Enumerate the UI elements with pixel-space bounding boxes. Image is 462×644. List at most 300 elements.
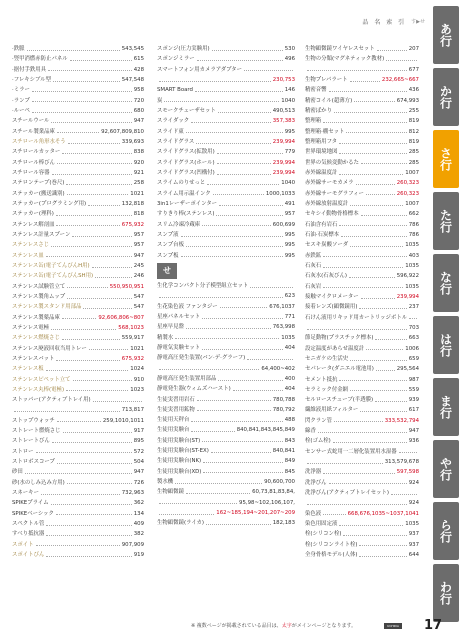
entry-name: ステンレスピペット立て: [12, 376, 71, 383]
entry-name: 静電高圧発生装置(バン·デ·グラーフ): [157, 355, 246, 362]
entry-page: 924: [408, 479, 419, 486]
dot-leader: [67, 483, 132, 484]
index-entry[interactable]: [12, 178, 144, 188]
dot-leader: [195, 91, 283, 92]
index-entry[interactable]: [12, 54, 144, 64]
entry-page: 924: [408, 500, 419, 507]
dot-leader: [350, 390, 407, 391]
index-entry[interactable]: [157, 312, 295, 322]
dot-leader: [202, 349, 283, 350]
dot-leader: [233, 390, 283, 391]
index-entry[interactable]: [157, 65, 295, 75]
entry-page: 1035: [405, 283, 419, 290]
dot-leader: [329, 91, 407, 92]
index-entry[interactable]: [12, 550, 144, 560]
index-entry[interactable]: [12, 209, 144, 219]
index-entry[interactable]: [12, 375, 144, 385]
entry-page: 937: [408, 541, 419, 548]
entry-page: 285: [408, 149, 419, 156]
index-header: [283, 8, 425, 34]
tab-2[interactable]: さ行: [433, 130, 459, 188]
entry-page: 840,841: [272, 448, 295, 455]
entry-name: スポンジ(圧力実験用): [157, 46, 210, 52]
dot-leader: [339, 174, 403, 175]
index-entry[interactable]: [12, 96, 144, 106]
entry-page: 313,579,678: [384, 459, 419, 466]
index-entry[interactable]: [12, 75, 144, 85]
index-entry[interactable]: [305, 251, 419, 261]
dot-leader: [318, 432, 407, 433]
entry-name: スペクトル管: [12, 521, 45, 528]
entry-page: 644: [408, 552, 419, 559]
entry-page: 662: [408, 211, 419, 218]
entry-page: 490,513: [272, 107, 295, 114]
entry-page: 258: [133, 180, 144, 187]
dot-leader: [89, 349, 128, 350]
entry-page: 260,323: [396, 190, 419, 197]
dot-leader: [72, 236, 131, 237]
entry-name: SPIKEベーシック: [12, 510, 54, 517]
entry-page: 957: [133, 231, 144, 238]
index-entry[interactable]: [157, 518, 295, 528]
tab-7[interactable]: や行: [433, 440, 459, 498]
index-entry[interactable]: [157, 425, 295, 435]
index-entry[interactable]: [305, 395, 419, 405]
index-entry[interactable]: [157, 96, 295, 106]
index-entry[interactable]: [305, 354, 419, 364]
index-entry[interactable]: [157, 85, 295, 95]
index-entry[interactable]: [305, 478, 419, 488]
index-entry[interactable]: [157, 189, 295, 199]
dot-leader: [217, 153, 283, 154]
entry-name: 炭: [157, 97, 163, 104]
index-entry[interactable]: [305, 96, 419, 106]
index-entry[interactable]: [305, 405, 419, 415]
index-entry[interactable]: [305, 529, 419, 539]
entry-name: 生化学コンパクト分子模型組立セット: [157, 282, 249, 289]
index-entry[interactable]: [305, 116, 419, 126]
dot-leader: [32, 101, 132, 102]
index-entry[interactable]: [305, 261, 419, 271]
index-entry[interactable]: [157, 106, 295, 116]
index-entry[interactable]: [305, 457, 419, 467]
index-entry[interactable]: [157, 322, 295, 332]
section-heading: [157, 261, 295, 281]
tab-6[interactable]: ま行: [433, 378, 459, 436]
index-entry[interactable]: [12, 364, 144, 374]
index-entry[interactable]: [305, 85, 419, 95]
index-entry[interactable]: [12, 302, 144, 312]
index-entry[interactable]: [157, 54, 295, 64]
index-entry[interactable]: [157, 343, 295, 353]
index-entry[interactable]: [157, 333, 295, 343]
index-entry[interactable]: [12, 395, 144, 405]
entry-name: ·据付手鉄用具: [12, 66, 47, 73]
index-entry[interactable]: [305, 436, 419, 446]
entry-page: 907,909: [121, 541, 144, 548]
index-entry[interactable]: [305, 75, 419, 85]
index-entry[interactable]: [157, 415, 295, 425]
index-entry[interactable]: [12, 498, 144, 508]
entry-page: 597,598: [396, 469, 419, 476]
entry-page: 818: [133, 211, 144, 218]
dot-leader: [57, 163, 132, 164]
index-entry[interactable]: [157, 209, 295, 219]
entry-name: 整理箱用フタ: [305, 138, 337, 145]
index-entry[interactable]: [305, 220, 419, 230]
entry-name: 静電気実験セット: [157, 344, 201, 351]
entry-page: 921: [133, 169, 144, 176]
entry-page: 668,676,1035~1037,1041: [347, 510, 419, 517]
entry-name: 整理箱: [305, 118, 322, 125]
index-entry[interactable]: [157, 467, 295, 477]
entry-name: SPIKEプライム: [12, 500, 49, 507]
entry-page: 780,792: [272, 406, 295, 413]
tab-1[interactable]: か行: [433, 68, 459, 126]
index-entry[interactable]: [305, 519, 419, 529]
entry-page: 1021: [130, 345, 144, 352]
entry-page: 957: [284, 211, 295, 218]
dot-leader: [62, 153, 131, 154]
dot-leader: [67, 194, 129, 195]
dot-leader: [349, 277, 395, 278]
entry-name: 赤外線サーモカメラ: [305, 180, 354, 187]
entry-page: 819: [408, 118, 419, 125]
index-entry[interactable]: [305, 209, 419, 219]
entry-name: 赤外線温度計: [305, 169, 338, 176]
index-entry[interactable]: [157, 405, 295, 415]
index-entry[interactable]: [12, 354, 144, 364]
entry-page: 90,600,700: [264, 479, 295, 486]
entry-page: 937: [408, 531, 419, 538]
dot-leader: [218, 112, 271, 113]
entry-name: 石けん液用リキッド用カートリッジボトル: [305, 314, 408, 321]
index-entry[interactable]: [305, 106, 419, 116]
index-entry[interactable]: [12, 251, 144, 261]
index-entry[interactable]: [305, 199, 419, 209]
index-entry[interactable]: [12, 271, 144, 281]
dot-leader: [202, 441, 282, 442]
index-range: す▶せ: [411, 18, 425, 25]
entry-page: 491: [284, 200, 295, 207]
entry-page: 957: [133, 242, 144, 249]
dot-leader: [52, 174, 132, 175]
dot-leader: [346, 132, 406, 133]
index-entry[interactable]: [12, 385, 144, 395]
index-entry[interactable]: [305, 447, 419, 457]
index-entry[interactable]: [157, 281, 295, 291]
entry-page: 64,400~402: [261, 365, 295, 372]
index-entry[interactable]: [157, 446, 295, 456]
entry-page: 132,818: [121, 200, 144, 207]
index-entry[interactable]: [157, 127, 295, 137]
entry-page: 919: [133, 552, 144, 559]
entry-page: 947: [133, 252, 144, 259]
index-entry[interactable]: [305, 137, 419, 147]
entry-name: ステンレス燃焼さじ: [12, 335, 60, 342]
index-entry[interactable]: [305, 323, 419, 333]
index-entry[interactable]: [157, 240, 295, 250]
tab-5[interactable]: は行: [433, 316, 459, 374]
index-entry[interactable]: [157, 44, 295, 54]
dot-leader: [197, 410, 271, 411]
entry-name: 生物顕微鏡ワイヤレスセット: [305, 46, 375, 52]
index-entry[interactable]: [305, 540, 419, 550]
index-entry[interactable]: [157, 137, 295, 147]
entry-name: セスキ炭酸ソーダ: [305, 242, 349, 249]
entry-name: ·竪甲消燃赤防止パネル: [12, 56, 68, 63]
entry-name: ステンレス廃液回収当用トレー: [12, 345, 87, 352]
index-entry[interactable]: [12, 137, 144, 147]
tab-3[interactable]: た行: [433, 192, 459, 250]
index-entry[interactable]: [305, 302, 419, 312]
index-entry[interactable]: [12, 323, 144, 333]
index-entry[interactable]: [12, 65, 144, 75]
index-entry[interactable]: [12, 240, 144, 250]
tab-4[interactable]: な行: [433, 254, 459, 312]
index-entry[interactable]: [305, 147, 419, 157]
dot-leader: [350, 246, 403, 247]
index-entry[interactable]: [305, 498, 419, 508]
entry-name: 星座早見盤: [157, 324, 184, 331]
index-entry[interactable]: [157, 220, 295, 230]
entry-name: セキシイ動物骨格標本: [305, 211, 359, 218]
index-entry[interactable]: [305, 292, 419, 302]
entry-page: 659: [408, 355, 419, 362]
index-entry[interactable]: [157, 456, 295, 466]
dot-leader: [41, 494, 120, 495]
index-entry[interactable]: [12, 333, 144, 343]
index-entry[interactable]: [12, 426, 144, 436]
index-column-3: [305, 44, 419, 560]
entry-page: 623: [284, 293, 295, 300]
entry-name: 洗浄びん: [305, 479, 327, 486]
entry-name: スチロールカッター: [12, 149, 61, 156]
entry-page: 285: [408, 159, 419, 166]
dot-leader: [207, 184, 279, 185]
index-entry[interactable]: [305, 271, 419, 281]
entry-name: スポイト: [12, 541, 34, 548]
entry-page: 239,994: [272, 159, 295, 166]
index-entry[interactable]: [157, 498, 295, 508]
index-entry[interactable]: [157, 251, 295, 261]
index-entry[interactable]: [12, 168, 144, 178]
entry-page: 409: [133, 521, 144, 528]
index-entry[interactable]: [12, 488, 144, 498]
index-entry[interactable]: [12, 147, 144, 157]
dot-leader: [323, 473, 395, 474]
dot-leader: [56, 225, 119, 226]
dot-leader: [203, 472, 282, 473]
entry-name: スライドグラス(凹構付): [157, 169, 215, 176]
index-entry[interactable]: [305, 550, 419, 560]
index-entry[interactable]: [12, 519, 144, 529]
index-entry[interactable]: [12, 116, 144, 126]
entry-page: 60,73,81,83,84,: [252, 489, 295, 496]
index-entry[interactable]: [157, 353, 295, 363]
entry-page: 676,1037: [269, 303, 295, 310]
index-entry[interactable]: [305, 282, 419, 292]
index-entry[interactable]: [12, 540, 144, 550]
tab-8[interactable]: ら行: [433, 502, 459, 560]
index-entry[interactable]: [157, 75, 295, 85]
entry-page: 843: [284, 437, 295, 444]
index-entry[interactable]: [305, 313, 419, 323]
index-entry[interactable]: [305, 488, 419, 498]
entry-page: 726: [133, 479, 144, 486]
dot-leader: [216, 215, 282, 216]
index-entry[interactable]: [305, 426, 419, 436]
index-entry[interactable]: [12, 158, 144, 168]
index-entry[interactable]: [157, 178, 295, 188]
dot-leader: [191, 421, 282, 422]
footnote: [191, 622, 356, 629]
index-entry[interactable]: [305, 189, 419, 199]
entry-name: 線香: [305, 428, 316, 435]
index-entry[interactable]: [157, 168, 295, 178]
index-entry[interactable]: [157, 291, 295, 301]
index-entry[interactable]: [305, 344, 419, 354]
index-entry[interactable]: [157, 147, 295, 157]
index-entry[interactable]: [12, 106, 144, 116]
index-entry[interactable]: [157, 487, 295, 497]
index-entry[interactable]: [305, 333, 419, 343]
dot-leader: [186, 328, 271, 329]
index-entry[interactable]: [12, 457, 144, 467]
entry-name: ステンレス丸棒(電極): [12, 386, 65, 393]
index-entry[interactable]: [157, 395, 295, 405]
entry-name: 静電発生器(ウィムズハースト): [157, 386, 231, 393]
footnote-part: ※ 複数ページが掲載されている品目は、: [191, 623, 282, 629]
entry-name: 石灰岩: [305, 283, 322, 290]
entry-page: 675,932: [121, 355, 144, 362]
entry-page: 1006: [405, 345, 419, 352]
index-entry[interactable]: [12, 313, 144, 323]
dot-leader: [377, 50, 407, 51]
entry-page: 732,963: [121, 490, 144, 497]
index-entry[interactable]: [157, 364, 295, 374]
entry-page: 995: [284, 242, 295, 249]
entry-page: 849: [284, 458, 295, 465]
dot-leader: [375, 401, 407, 402]
index-entry[interactable]: [305, 65, 419, 75]
index-entry[interactable]: [12, 199, 144, 209]
index-entry[interactable]: [12, 436, 144, 446]
index-entry[interactable]: [12, 85, 144, 95]
index-entry[interactable]: [157, 508, 295, 518]
index-entry[interactable]: [157, 230, 295, 240]
entry-page: 260,323: [396, 180, 419, 187]
dot-leader: [32, 112, 132, 113]
tab-9[interactable]: わ行: [433, 564, 459, 622]
index-entry[interactable]: [157, 477, 295, 487]
index-entry[interactable]: [12, 405, 144, 415]
index-entry[interactable]: [12, 509, 144, 519]
entry-page: 947: [133, 118, 144, 125]
index-entry[interactable]: [12, 189, 144, 199]
index-entry[interactable]: [305, 168, 419, 178]
entry-name: ステンレス電極: [12, 324, 50, 331]
index-entry[interactable]: [157, 436, 295, 446]
entry-page: 680: [133, 107, 144, 114]
entry-name: 石灰石: [305, 262, 322, 269]
entry-name: セメント抵抗: [305, 376, 338, 383]
dot-leader: [339, 143, 407, 144]
tab-0[interactable]: あ行: [433, 6, 459, 64]
entry-name: 生物顕微鏡(ライカ): [157, 520, 205, 527]
entry-name: 洗浄びん(アクティブトレイセット): [305, 490, 390, 497]
index-entry[interactable]: [157, 384, 295, 394]
index-entry[interactable]: [12, 127, 144, 137]
index-entry[interactable]: [305, 178, 419, 188]
dot-leader: [46, 370, 129, 371]
index-entry[interactable]: [305, 44, 419, 54]
index-entry[interactable]: [305, 375, 419, 385]
index-entry[interactable]: [12, 416, 144, 426]
dot-leader: [334, 112, 407, 113]
index-entry[interactable]: [305, 230, 419, 240]
entry-name: 生物顕微鏡: [157, 489, 184, 496]
index-entry[interactable]: [305, 364, 419, 374]
entry-page: 1035: [281, 334, 295, 341]
entry-name: スチロール角形水そう: [12, 138, 66, 145]
index-entry[interactable]: [305, 127, 419, 137]
entry-name: 全身骨格モデル(人体): [305, 552, 358, 559]
index-entry[interactable]: [12, 230, 144, 240]
entry-name: ·フレキシブル型: [12, 76, 51, 83]
dot-leader: [186, 493, 250, 494]
entry-name: 赤鉄鉱: [305, 252, 322, 259]
index-entry[interactable]: [12, 447, 144, 457]
index-entry[interactable]: [12, 344, 144, 354]
index-entry[interactable]: [12, 529, 144, 539]
entry-name: ストロー: [12, 448, 34, 455]
entry-name: 染色用固定液: [305, 521, 338, 528]
entry-page: 987: [408, 376, 419, 383]
index-entry[interactable]: [12, 467, 144, 477]
dot-leader: [217, 163, 271, 164]
entry-name: スモークチェーザセット: [157, 107, 216, 114]
entry-name: ·ルーペ: [12, 107, 30, 114]
entry-name: 砂(水のしみ込み方用): [12, 479, 65, 486]
index-entry[interactable]: [157, 116, 295, 126]
entry-page: 362: [133, 500, 144, 507]
index-entry[interactable]: [12, 44, 144, 54]
index-entry[interactable]: [305, 509, 419, 519]
index-entry[interactable]: [305, 240, 419, 250]
index-entry[interactable]: [305, 385, 419, 395]
index-entry[interactable]: [305, 158, 419, 168]
index-entry[interactable]: [12, 220, 144, 230]
index-entry[interactable]: [157, 302, 295, 312]
dot-leader: [36, 545, 120, 546]
index-entry[interactable]: [305, 467, 419, 477]
entry-page: 134: [133, 510, 144, 517]
index-entry[interactable]: [12, 282, 144, 292]
dot-leader: [361, 163, 407, 164]
index-entry[interactable]: [157, 374, 295, 384]
index-entry[interactable]: [12, 261, 144, 271]
dot-leader: [175, 483, 262, 484]
index-entry[interactable]: [157, 158, 295, 168]
index-entry[interactable]: [157, 199, 295, 209]
index-entry[interactable]: [12, 478, 144, 488]
index-entry[interactable]: [305, 416, 419, 426]
index-entry[interactable]: [305, 54, 419, 64]
index-entry[interactable]: [12, 292, 144, 302]
dot-leader: [51, 122, 131, 123]
entry-page: 1035: [405, 262, 419, 269]
